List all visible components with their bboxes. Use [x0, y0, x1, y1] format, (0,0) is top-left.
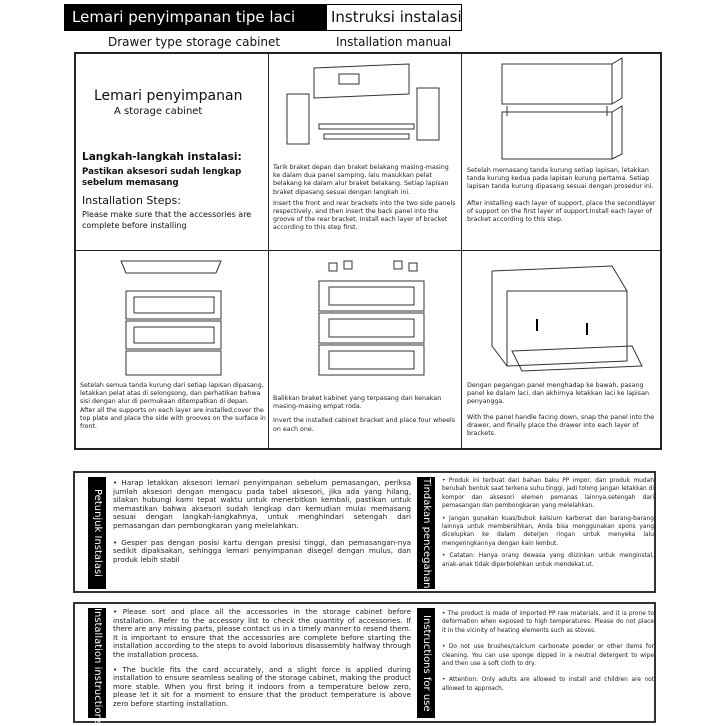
install-label-en: Installation instructions	[88, 608, 106, 718]
subtitle-manual: Installation manual	[336, 35, 452, 49]
intro-cell	[76, 54, 269, 251]
steps-heading-id: Langkah-langkah instalasi:	[82, 151, 242, 163]
note-id: Pastikan aksesori sudah lengkap sebelum memasang	[82, 167, 242, 188]
step-5-text-en: With the panel handle facing down, snap the panel into the drawer, and finally place the drawer into each layer of brackets.	[467, 413, 655, 438]
title-banner: Lemari penyimpanan tipe laci	[64, 4, 326, 31]
notes-box-id	[73, 471, 656, 593]
steps-grid	[74, 52, 662, 450]
caution-label-id: Tindakan pencegahan	[417, 477, 435, 589]
step-5-text-id: Dengan pegangan panel menghadap ke bawah, pasang panel ke dalam laci, dan akhirnya letakkan laci ke lapisan penyangga.	[467, 382, 649, 406]
step-3-text-id: Setelah semua tanda kurung dari setiap lapisan dipasang, letakkan pelat atas di selongsong, dan perhatikan bahwa sisi dengan alur di permukaan ditempatkan di depan.	[80, 382, 264, 406]
intro-title: Lemari penyimpanan	[94, 88, 243, 104]
notes-box-en	[73, 602, 656, 726]
install-label-id: Petunjuk Instalasi	[88, 477, 106, 589]
step-2-text-id: Setelah memasang tanda kurung setiap lapisan, letakkan tanda kurung kedua pada lapisan kurung pertama. Setiap lapisan tanda kurung dipasang sesuai dengan prosedur ini.	[467, 167, 654, 191]
step-2-cell	[462, 54, 662, 251]
step-5-cell	[462, 251, 662, 450]
use-en-item: • Do not use brushes/calcium carbonate powder or other items for cleaning. You can use sponge dipped in a neutral detergent to wipe and then use a soft cloth to dry.	[442, 644, 654, 668]
caution-id-item: • Jangan gunakan kuas/bubuk kalsium karbonat dan barang-barang lainnya untuk membersihkan, Anda bisa menggunakan spons yang dicelupkan ke dalam deterjen ringan untuk menyeka lalu mengeringkannya dengan kain lembut.	[442, 515, 654, 547]
install-en-item: • The buckle fits the card accurately, and a slight force is applied during installation to ensure seamless sealing of the storage cabinet, making the product more stable. When you first bring it indoors from a temperature below zero, please let it sit for a moment to ensure that the product temperature is above zero before starting installation.	[113, 664, 411, 708]
intro-subtitle: A storage cabinet	[114, 106, 203, 117]
install-id-item: • Harap letakkan aksesori lemari penyimpanan sebelum pemasangan, periksa jumlah aksesori dengan mengacu pada tabel aksesori, jika ada yang hilang, silakan hubungi kami tepat waktu untuk menerbitkan kembali, pastikan untuk memastikan bahwa aksesori sudah lengkap dan kemudian mulai memasang sesuai dengan langkah-langkahnya, untuk menghindari setengah dari pemasangan dan pembongkaran yang melelahkan.	[113, 478, 411, 530]
use-en-item: • Attention: Only adults are allowed to install and children are not allowed to approach.	[442, 677, 654, 692]
step-2-illustration	[462, 54, 662, 164]
steps-heading-en: Installation Steps:	[82, 194, 181, 207]
step-1-cell	[269, 54, 462, 251]
caution-id-item: • Produk ini terbuat dari bahan baku PP impor, dan produk mudah berubah bentuk saat terkena suhu tinggi, jadi tolong jangan letakkan di kompor dan aksesori elemen pemanas lainnya.setengah dari pemasangan dan pembongkaran yang melelahkan.	[442, 478, 654, 510]
step-4-text-en: Invert the installed cabinet bracket and place four wheels on each one.	[273, 417, 456, 433]
step-1-text-id: Tarik braket depan dan braket belakang masing-masing ke dalam dua panel samping, lalu masukkan pelat belakang ke dalam alur braket belakang. Setiap lapisan braket dipasang sesuai dengan langkah ini.	[273, 164, 449, 196]
step-4-illustration	[269, 251, 459, 386]
step-2-text-en: After installing each layer of support, place the secondlayer of support on the first layer of support.Install each layer of bracket according to this step.	[467, 199, 656, 224]
subtitle-en: Drawer type storage cabinet	[108, 35, 281, 49]
caution-id-item: • Catatan: Hanya orang dewasa yang diizinkan untuk menginstal, anak-anak tidak diperbolehkan untuk mendekat.ut.	[442, 553, 654, 568]
step-3-illustration	[76, 251, 266, 376]
install-id-item: • Gesper pas dengan posisi kartu dengan presisi tinggi, dan pemasangan-nya sedikit dipaksakan, sehingga lemari penyimpanan disegel dengan mulus, dan produk lebih stabil	[113, 537, 411, 564]
step-3-cell	[76, 251, 269, 450]
step-1-text-en: Insert the front and rear brackets into the two side panels respectively, and then insert the back panel into the groove of the rear bracket. Install each layer of bracket according to this step first.	[273, 199, 456, 232]
step-4-cell	[269, 251, 462, 450]
step-1-illustration	[269, 54, 459, 154]
note-en: Please make sure that the accessories are complete before installing	[82, 210, 252, 230]
step-4-text-id: Balikkan braket kabinet yang terpasang dan kenakan masing-masing empat roda.	[273, 395, 442, 411]
use-en-item: • The product is made of imported PP raw materials, and it is prone to deformation when exposed to high temperatures. Please do not place it in the vicinity of heating elements such as stoves.	[442, 611, 654, 634]
title-badge: Instruksi instalasi	[326, 4, 462, 31]
step-5-illustration	[462, 251, 662, 376]
step-3-text-en: After all the supports on each layer are installed,cover the top plate and place the side with grooves on the surface in front.	[80, 406, 266, 431]
install-en-item: • Please sort and place all the accessories in the storage cabinet before installation. Refer to the accessory list to check the quantity of accessories. If there are any missing parts, please contact us in a timely manner to resend them. It is important to ensure that the accessories are complete before starting the installation according to the steps to avoid laborious disassembly halfway through the installation process.	[113, 607, 411, 659]
use-label-en: Instructions for use	[417, 608, 435, 718]
